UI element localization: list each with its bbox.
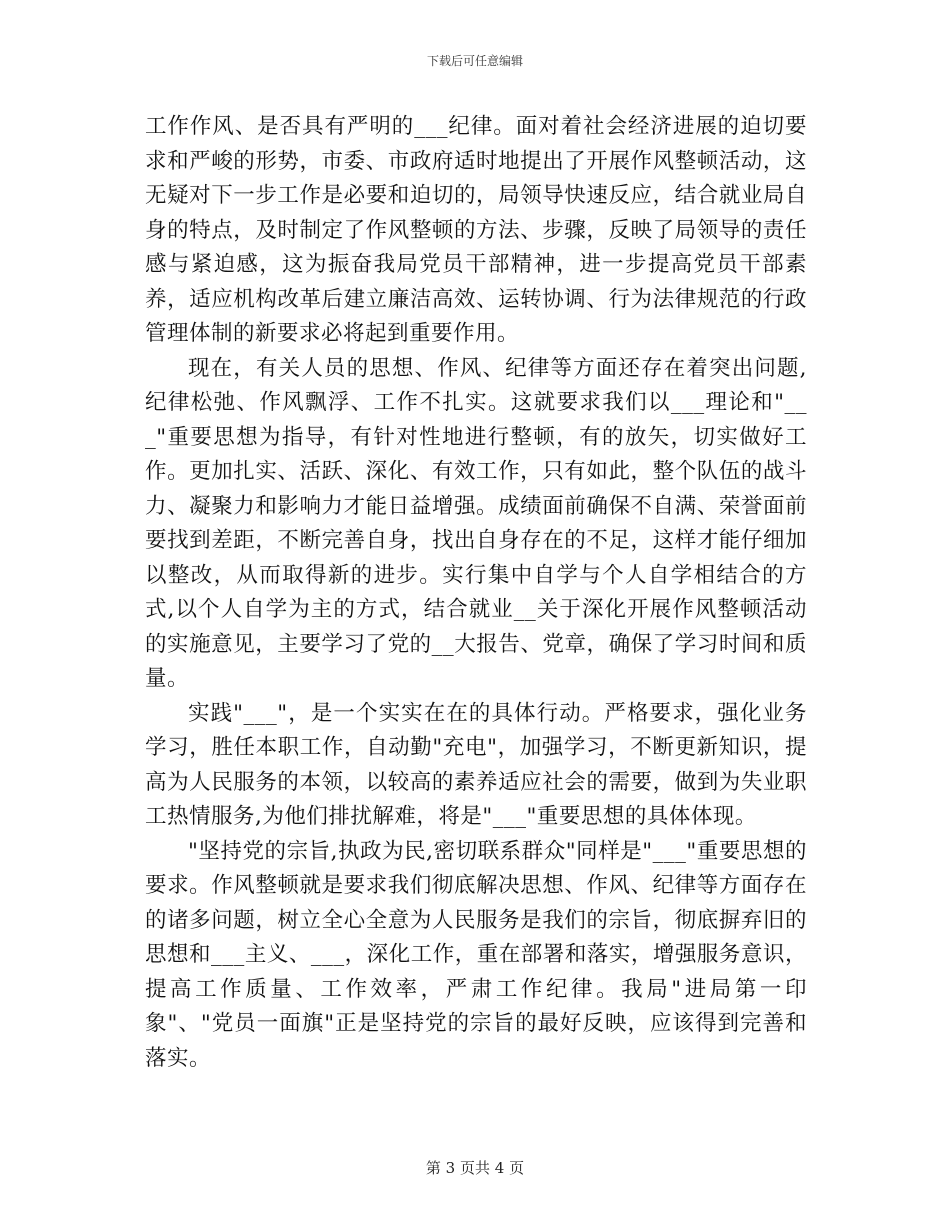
page-footer: 第 3 页共 4 页	[425, 1159, 525, 1177]
paragraph-1: 工作作风、是否具有严明的___纪律。面对着社会经济进展的迫切要求和严峻的形势，市委、市政府适时地提出了开展作风整顿活动，这无疑对下一步工作是必要和迫切的，局领导快速反应，结合就业局自身的特点，及时制定了作风整顿的方法、步骤，反映了局领导的责任感与紧迫感，这为振奋我局党员干部精神，进一步提高党员干部素养，适应机构改革后建立廉洁高效、运转协调、行为法律规范的行政管理体制的新要求必将起到重要作用。	[145, 114, 807, 346]
paragraph-4: "坚持党的宗旨,执政为民,密切联系群众"同样是"___"重要思想的要求。作风整顿就是要求我们彻底解决思想、作风、纪律等方面存在的诸多问题，树立全心全意为人民服务是我们的宗旨，彻底摒弃旧的思想和___主义、___，深化工作，重在部署和落实，增强服务意识，提高工作质量、工作效率，严肃工作纪律。我局"进局第一印象"、"党员一面旗"正是坚持党的宗旨的最好反映，应该得到完善和落实。	[145, 838, 807, 1071]
paragraph-3: 实践"___"，是一个实实在在的具体行动。严格要求，强化业务学习，胜任本职工作，自动勤"充电"，加强学习，不断更新知识，提高为人民服务的本领，以较高的素养适应社会的需要，做到为失业职工热情服务,为他们排扰解难，将是"___"重要思想的具体体现。	[145, 700, 807, 829]
document-body	[145, 110, 807, 1076]
page-header: 下载后可任意编辑	[426, 54, 523, 68]
paragraph-2: 现在，有关人员的思想、作风、纪律等方面还存在着突出问题,纪律松弛、作风飘浮、工作不扎实。这就要求我们以___理论和"___"重要思想为指导，有针对性地进行整顿，有的放矢，切实做好工作。更加扎实、活跃、深化、有效工作，只有如此，整个队伍的战斗力、凝聚力和影响力才能日益增强。成绩面前确保不自满、荣誉面前要找到差距，不断完善自身，找出自身存在的不足，这样才能仔细加以整改，从而取得新的进步。实行集中自学与个人自学相结合的方式,以个人自学为主的方式，结合就业__关于深化开展作风整顿活动的实施意见，主要学习了党的__大报告、党章，确保了学习时间和质量。	[145, 355, 807, 691]
